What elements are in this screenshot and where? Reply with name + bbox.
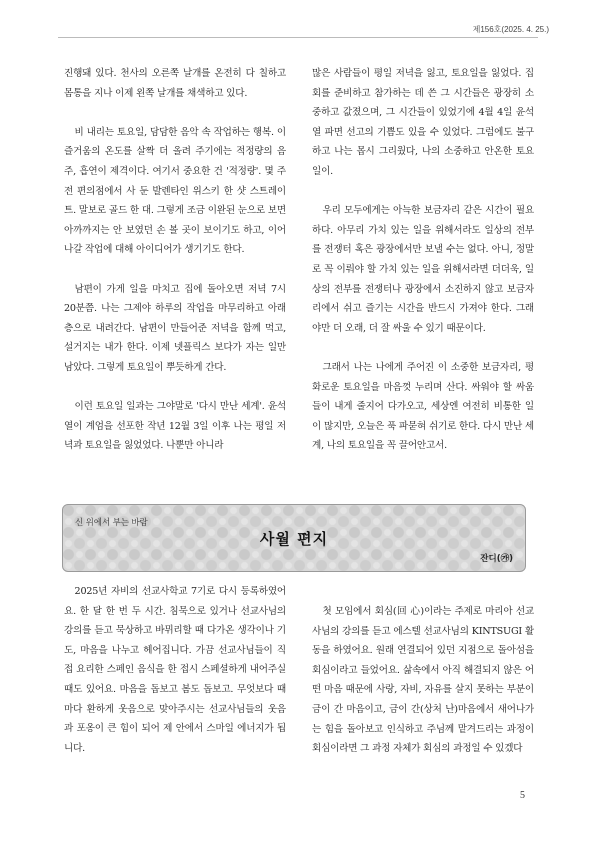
paragraph: 남편이 가게 일을 마치고 집에 돌아오면 저녁 7시 20분쯤. 나는 그제야 하루의 작업을 마무리하고 아래층으로 내려간다. 남편이 만들어준 저녁을 함께 먹고, 설거지는 내가 한다. 이제 넷플릭스 보다가 자는 일만 남았다. 그렇게 토요일이 뿌듯하게 간다.	[64, 283, 286, 373]
banner-author: 잔디(㉮)	[480, 554, 513, 564]
paragraph: 우리 모두에게는 아늑한 보금자리 같은 시간이 필요하다. 아무리 가치 있는 일을 위해서라도 일상의 전부를 전쟁터 혹은 광장에서만 보낼 수는 없다. 아니, 정말로 꼭 이뤄야 할 가치 있는 일을 위해서라면 더더욱, 일상의 전부를 전쟁터나 광장에서 소진하지 않고 보금자리에서 쉬고 즐기는 시간을 반드시 가져야 한다. 그래야만 더 오래, 더 잘 싸울 수 있기 때문이다.	[312, 205, 534, 334]
column-bottom-right	[312, 602, 534, 759]
paragraph: 비 내리는 토요일, 담담한 음악 속 작업하는 행복. 이 즐거움의 온도를 살짝 더 올려 주기에는 적정량의 음주, 흡연이 제격이다. 여기서 중요한 건 '적정량'. 몇 주 전 편의점에서 사 둔 발렌타인 위스키 한 샷 스트레이트. 말보로 골드 한 대. 그렇게 조금 이완된 눈으로 보면 아까까지는 안 보였던 손 볼 곳이 보이기도 하고, 이어 나갈 작업에 대해 아이디어가 생기기도 한다.	[64, 126, 286, 256]
header-divider	[58, 37, 538, 38]
paragraph: 첫 모임에서 회심(回 心)이라는 주제로 마리아 선교사님의 강의를 듣고 에스텔 선교사님의 KINTSUGI 활동을 하였어요. 원래 연결되어 있던 지점으로 돌아섬을 회심이라고 들었어요. 삶속에서 아직 해결되지 않은 어떤 마음 때문에 사랑, 자비, 자유를 살지 못하는 부분이 금이 간 마음이고, 금이 간(상처 난)마음에서 새어나가는 힘을 돌아보고 인식하고 주님께 맡겨드리는 과정이 회심이라면 그 과정 자체가 회심의 과정일 수 있겠다	[312, 606, 534, 755]
paragraph: 진행돼 있다. 천사의 오른쪽 날개를 온전히 다 칠하고 몸통을 지나 이제 왼쪽 날개를 채색하고 있다.	[64, 68, 286, 99]
column-top-right	[312, 64, 534, 456]
issue-label: 제156호(2025. 4. 25.)	[472, 25, 549, 34]
paragraph: 그래서 나는 나에게 주어진 이 소중한 보금자리, 평화로운 토요일을 마음껏 누리며 산다. 싸워야 할 싸움들이 내게 줄지어 다가오고, 세상엔 여전히 비통한 일이 많지만, 오늘은 푹 파묻혀 쉬기로 한다. 다시 만난 세계, 나의 토요일을 꼭 끌어안고서.	[312, 361, 534, 452]
banner-title: 사월 편지	[259, 530, 329, 548]
section-banner	[62, 504, 526, 572]
page-number: 5	[520, 790, 525, 801]
paragraph: 이런 토요일 일과는 그야말로 '다시 만난 세계'. 윤석열이 계엄을 선포한 작년 12월 3일 이후 나는 평일 저녁과 토요일을 잃었었다. 나뿐만 아니라	[64, 401, 286, 452]
paragraph: 많은 사람들이 평일 저녁을 잃고, 토요일을 잃었다. 집회를 준비하고 참가하는 데 쓴 그 시간들은 광장히 소중하고 값졌으며, 그 시간들이 있었기에 4월 4일 윤석열 파면 선고의 기쁨도 있을 수 있었다. 그럼에도 불구하고 나는 몹시 그리웠다, 나의 소중하고 안온한 토요일이.	[312, 68, 534, 177]
banner-subtitle: 신 위에서 부는 바람	[75, 517, 148, 527]
paragraph: 2025년 자비의 선교사학교 7기로 다시 등록하였어요. 한 달 한 번 두 시간. 침묵으로 있거나 선교사님의 강의를 듣고 묵상하고 바뮈리할 때 다가온 생각이나 기도, 마음을 나누고 헤어집니다. 가끔 선교사님들이 직접 요리한 스페인 음식을 한 접시 스페셜하게 내어주실 때도 있어요. 마음을 돕보고 봄도 돕보고. 무엇보다 때마다 환하게 웃음으로 맞아주시는 선교사님들의 웃음과 포옹이 큰 힘이 되어 제 안에서 스마일 에너지가 됩니다.	[64, 586, 286, 754]
column-bottom-left	[64, 582, 286, 758]
column-top-left	[64, 64, 286, 456]
